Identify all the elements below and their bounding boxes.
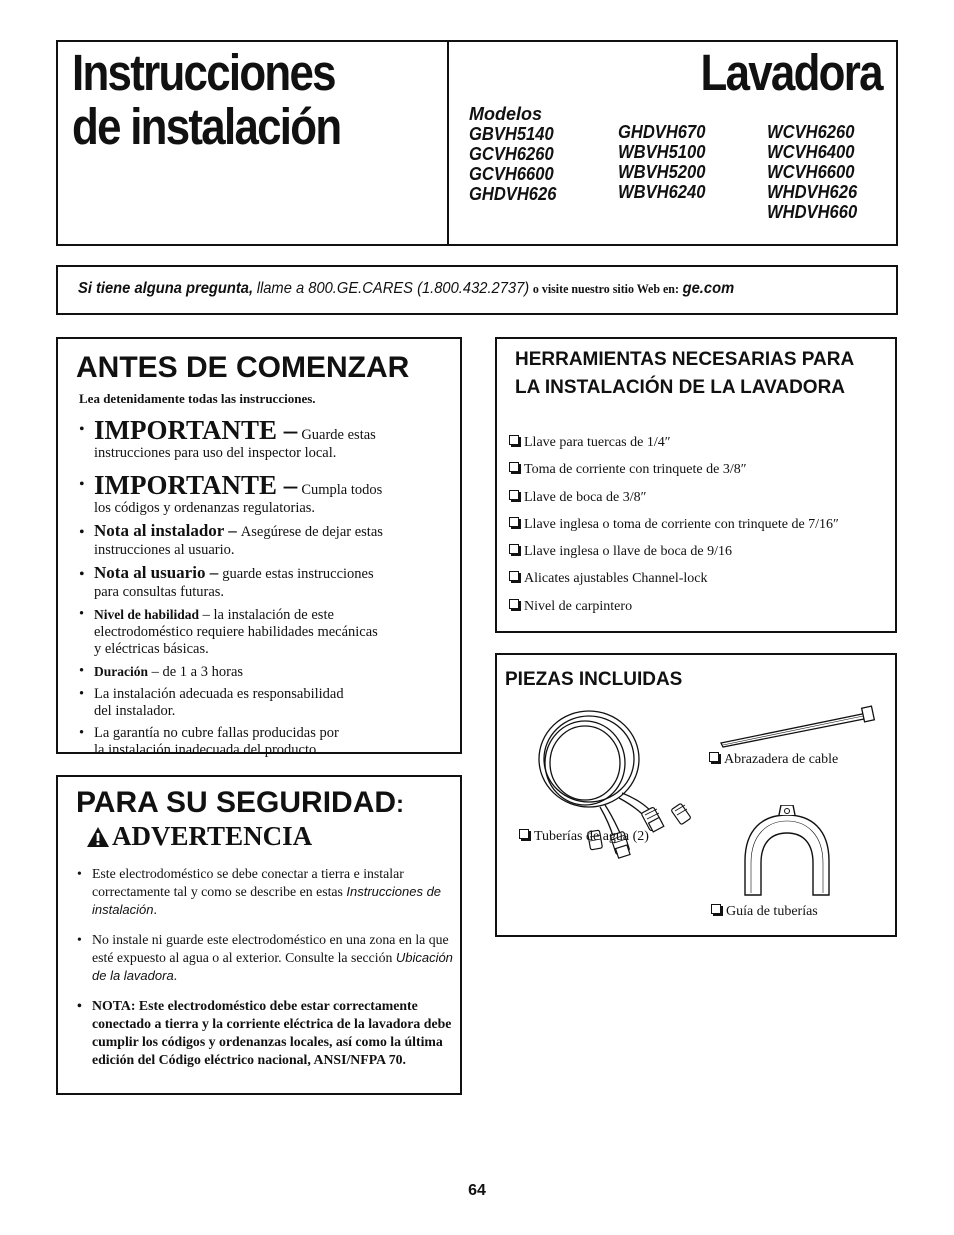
item-text: Este electrodoméstico se debe conectar a tierra e instalar correctamente tal y como se describe en estas xyxy=(92,866,404,899)
item-text: y eléctricas básicas. xyxy=(94,641,209,657)
checkbox-icon xyxy=(509,571,519,581)
tool-text: Llave de boca de 3/8″ xyxy=(524,489,647,505)
tool-text: Toma de corriente con trinquete de 3/8″ xyxy=(524,462,747,478)
list-item: • La instalación adecuada es responsabilidad del instalador. xyxy=(79,686,344,719)
models-column-2 xyxy=(618,122,713,202)
product-title: Lavadora xyxy=(700,44,882,101)
guia-text: Guía de tuberías xyxy=(726,904,818,919)
tool-text: Llave inglesa o toma de corriente con trinquete de 7/16″ xyxy=(524,516,839,532)
list-item: • Este electrodoméstico se debe conectar a tierra e instalar correctamente tal y como se describe en estas Instrucciones de instalación. xyxy=(77,866,442,917)
seguridad-title-text: PARA SU SEGURIDAD xyxy=(76,786,397,819)
item-text: NOTA: Este electrodoméstico debe estar correctamente conectado a tierra y la corriente eléctrica de la lavadora debe cumplir los códigos y ordenanzas locales, así como la última edición del Código eléctrico nacional, ANSI/NFPA 70. xyxy=(92,998,452,1067)
tool-text: Alicates ajustables Channel-lock xyxy=(524,571,708,587)
item-text: guarde estas instrucciones xyxy=(222,566,374,582)
nota-label: Nota al instalador – xyxy=(94,521,237,540)
advertencia-heading xyxy=(86,821,312,852)
tuberias-text: Tuberías de agua (2) xyxy=(534,829,649,844)
item-italic: Instrucciones de instalación xyxy=(92,884,442,917)
title-line-1: Instrucciones xyxy=(72,44,335,101)
model-number: WCVH6600 xyxy=(767,162,855,182)
contact-question: Si tiene alguna pregunta, xyxy=(78,280,254,297)
contact-visit: o visite nuestro sitio Web en: xyxy=(532,281,679,296)
models-column-3 xyxy=(767,122,865,222)
model-number: WCVH6260 xyxy=(767,122,855,142)
checkbox-icon xyxy=(509,435,519,445)
tool-item xyxy=(509,599,839,626)
list-item: • Duración – de 1 a 3 horas xyxy=(79,663,244,680)
item-text: instrucciones al usuario. xyxy=(94,542,235,558)
website-link[interactable]: ge.com xyxy=(682,280,735,297)
item-text: – de 1 a 3 horas xyxy=(151,664,244,680)
checkbox-icon xyxy=(519,829,529,839)
item-text: instrucciones para uso del inspector local. xyxy=(94,445,337,461)
page-title xyxy=(72,46,340,154)
model-number: WHDVH626 xyxy=(767,182,858,202)
antes-subtitle: Lea detenidamente todas las instrucciones. xyxy=(79,391,316,406)
model-number: WCVH6400 xyxy=(767,142,855,162)
seguridad-title-colon: : xyxy=(396,791,405,818)
models-label: Modelos xyxy=(469,104,543,124)
item-text: La garantía no cubre fallas producidas por xyxy=(94,725,339,741)
checkbox-icon xyxy=(509,599,519,609)
item-text: los códigos y ordenanzas regulatorias. xyxy=(94,500,316,516)
contact-line xyxy=(78,280,734,298)
tool-text: Nivel de carpintero xyxy=(524,598,633,614)
model-number: GCVH6600 xyxy=(469,164,554,184)
tool-item xyxy=(509,571,839,598)
list-item: • NOTA: Este electrodoméstico debe estar correctamente conectado a tierra y la corriente eléctrica de la lavadora debe cumplir los códigos y ordenanzas locales, así como la última edición del Código eléctrico nacional, ANSI/NFPA 70. xyxy=(77,998,452,1067)
importante-label: IMPORTANTE – xyxy=(94,415,298,445)
tool-item xyxy=(509,435,839,462)
tool-item xyxy=(509,544,839,571)
item-text: No instale ni guarde este electrodoméstico en una zona en la que esté expuesto al agua o al exterior. Consulte la sección xyxy=(92,932,449,965)
seguridad-list xyxy=(75,865,453,1081)
title-box xyxy=(56,40,449,246)
abrazadera-label xyxy=(709,752,838,768)
cable-tie-illustration xyxy=(717,705,877,749)
checkbox-icon xyxy=(711,904,721,914)
seguridad-title xyxy=(76,786,404,822)
title-line-2: de instalación xyxy=(72,98,341,155)
tool-text: Llave para tuercas de 1/4″ xyxy=(524,435,671,450)
model-number: WBVH5200 xyxy=(618,162,706,182)
tool-item xyxy=(509,490,839,517)
tuberias-label xyxy=(519,829,649,845)
list-item: • La garantía no cubre fallas producidas por la instalación inadecuada del producto. xyxy=(79,725,339,758)
piezas-title: PIEZAS INCLUIDAS xyxy=(505,669,683,690)
nota-label: Nota al usuario – xyxy=(94,563,219,582)
list-item: • IMPORTANTE – Cumpla todos los códigos y ordenanzas regulatorias. xyxy=(79,470,383,516)
advertencia-label: ADVERTENCIA xyxy=(112,821,313,851)
item-end: . xyxy=(153,902,157,917)
hose-guide-illustration xyxy=(737,805,837,901)
item-text: la instalación inadecuada del producto. xyxy=(94,742,320,758)
item-text: Asegúrese de dejar estas xyxy=(240,524,383,540)
antes-list xyxy=(77,417,383,759)
models-column-1 xyxy=(469,124,564,204)
list-item: • Nota al instalador – Asegúrese de dejar estas instrucciones al usuario. xyxy=(79,521,383,558)
item-text: del instalador. xyxy=(94,703,176,719)
model-number: WBVH6240 xyxy=(618,182,706,202)
item-text: – la instalación de este xyxy=(202,607,334,623)
seguridad-section xyxy=(56,775,462,1095)
importante-label: IMPORTANTE – xyxy=(94,470,298,500)
contact-bar xyxy=(56,265,898,315)
herramientas-title: HERRAMIENTAS NECESARIAS PARA LA INSTALACIÓN DE LA LAVADORA xyxy=(515,349,854,398)
model-number: GHDVH626 xyxy=(469,184,557,204)
nivel-label: Nivel de habilidad xyxy=(94,607,200,622)
abrazadera-text: Abrazadera de cable xyxy=(724,752,839,767)
model-number: GCVH6260 xyxy=(469,144,554,164)
item-text: Guarde estas xyxy=(301,427,376,443)
tool-text: Llave inglesa o llave de boca de 9/16 xyxy=(524,544,732,560)
warning-triangle-icon xyxy=(86,826,110,848)
checkbox-icon xyxy=(509,517,519,527)
list-item: • Nota al usuario – guarde estas instrucciones para consultas futuras. xyxy=(79,563,374,600)
contact-phone: llame a 800.GE.CARES (1.800.432.2737) xyxy=(256,280,530,297)
item-end: . xyxy=(173,968,178,983)
page-number: 64 xyxy=(468,1182,486,1199)
antes-section xyxy=(56,337,462,758)
tool-item xyxy=(509,517,839,544)
tools-list xyxy=(509,435,839,626)
item-text: electrodoméstico requiere habilidades mecánicas xyxy=(94,624,378,640)
list-item: • No instale ni guarde este electrodoméstico en una zona en la que esté expuesto al agua o al exterior. Consulte la sección Ubicación de la lavadora. xyxy=(77,932,453,983)
model-number: WBVH5100 xyxy=(618,142,706,162)
item-italic: Ubicación de la lavadora xyxy=(92,950,453,983)
product-box xyxy=(447,40,898,246)
checkbox-icon xyxy=(709,752,719,762)
list-item: • IMPORTANTE – Guarde estas instrucciones para uso del inspector local. xyxy=(79,415,376,461)
item-text: La instalación adecuada es responsabilidad xyxy=(94,686,344,702)
model-number: WHDVH660 xyxy=(767,202,858,222)
list-item: • Nivel de habilidad – la instalación de este electrodoméstico requiere habilidades mecánicas y eléctricas básicas. xyxy=(79,606,378,657)
duracion-label: Duración xyxy=(94,664,148,679)
guia-label xyxy=(711,904,818,920)
checkbox-icon xyxy=(509,544,519,554)
model-number: GBVH5140 xyxy=(469,124,554,144)
antes-title: ANTES DE COMENZAR xyxy=(76,351,410,384)
piezas-section xyxy=(495,653,897,937)
item-text: Cumpla todos xyxy=(301,482,383,498)
checkbox-icon xyxy=(509,490,519,500)
model-number: GHDVH670 xyxy=(618,122,706,142)
item-text: para consultas futuras. xyxy=(94,584,225,600)
checkbox-icon xyxy=(509,462,519,472)
herramientas-section xyxy=(495,337,897,633)
tool-item xyxy=(509,462,839,489)
